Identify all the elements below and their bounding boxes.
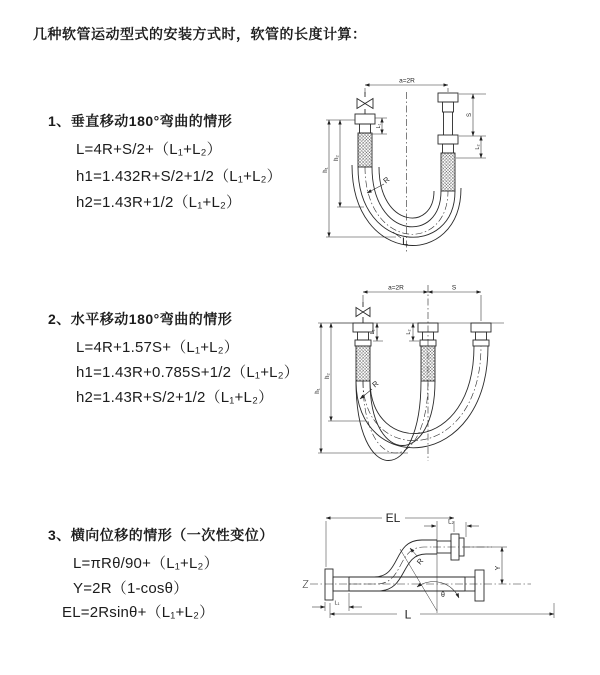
angle-theta [400, 549, 459, 611]
label-theta: θ [441, 592, 445, 599]
label-l2: L₂ [406, 329, 412, 335]
label-h1: h₁ [315, 388, 321, 394]
diagram2-labels [315, 285, 457, 394]
dim-a2r [363, 292, 428, 302]
label-el: EL [385, 511, 401, 525]
section2-formula-h1: h1=1.43R+0.785S+1/2（L₁+L₂） [76, 364, 299, 381]
right-pipe-fitting [471, 323, 491, 346]
diagram-lateral-displacement [296, 497, 598, 661]
label-l1: L₁ [370, 329, 376, 335]
dim-l2 [456, 136, 486, 158]
diagram3-labels [335, 511, 502, 622]
section1-formula-h1: h1=1.432R+S/2+1/2（L₁+L₂） [76, 168, 282, 185]
section3-formula-Y: Y=2R（1-cosθ） [73, 580, 189, 597]
section3-formula-EL: EL=2Rsinθ+（L₁+L₂） [62, 604, 215, 621]
break-mark [303, 581, 308, 588]
label-y: Y [495, 565, 502, 571]
label-a2r: a=2R [399, 77, 415, 85]
section1-formula-h2: h2=1.43R+1/2（L₁+L₂） [76, 194, 242, 211]
label-l2: L₂ [448, 519, 454, 526]
dim-s [428, 292, 481, 321]
label-r: R [370, 378, 381, 390]
dim-el [326, 518, 454, 567]
label-l1: L₁ [376, 123, 382, 129]
label-l1: L₁ [334, 600, 340, 607]
section3-heading: 3、横向位移的情形（一次性变位） [48, 527, 274, 543]
section2-formula-L: L=4R+1.57S+（L₁+L₂） [76, 339, 239, 356]
label-l2: L₂ [475, 144, 481, 150]
diagram1-labels [323, 78, 481, 249]
section2-formula-h2: h2=1.43R+S/2+1/2（L₁+L₂） [76, 389, 274, 406]
label-r: R [414, 556, 426, 567]
label-l: L [404, 607, 412, 622]
valve-icon [356, 302, 370, 323]
label-l: L [401, 236, 409, 248]
label-h1: h₁ [323, 167, 329, 173]
label-h2: h₂ [334, 155, 340, 161]
diagram-vertical-180-bend [296, 66, 593, 258]
left-pipe-fitting [325, 569, 349, 600]
label-s: S [451, 284, 457, 292]
left-pipe-fitting [355, 114, 375, 167]
right-pipe-fitting [438, 93, 458, 191]
label-a2r: a=2R [388, 284, 404, 292]
section3-formula-L: L=πRθ/90+（L₁+L₂） [73, 555, 219, 572]
hose-u-bend-deep [356, 378, 435, 461]
valve-icon [357, 92, 373, 114]
diagram-horizontal-180-bend [296, 281, 593, 467]
page-title: 几种软管运动型式的安装方式时，软管的长度计算： [33, 26, 367, 42]
middle-pipe-fitting [418, 323, 438, 381]
label-h2: h₂ [325, 373, 331, 379]
radius-leader [410, 548, 417, 556]
original-position-pipe [349, 570, 484, 601]
label-s: S [467, 112, 473, 118]
section1-heading: 1、垂直移动180°弯曲的情形 [48, 113, 233, 129]
section2-heading: 2、水平移动180°弯曲的情形 [48, 311, 233, 327]
dim-l [330, 600, 554, 618]
dim-y [465, 547, 507, 584]
label-r: R [381, 174, 392, 186]
section1-formula-L: L=4R+S/2+（L₁+L₂） [76, 141, 222, 158]
